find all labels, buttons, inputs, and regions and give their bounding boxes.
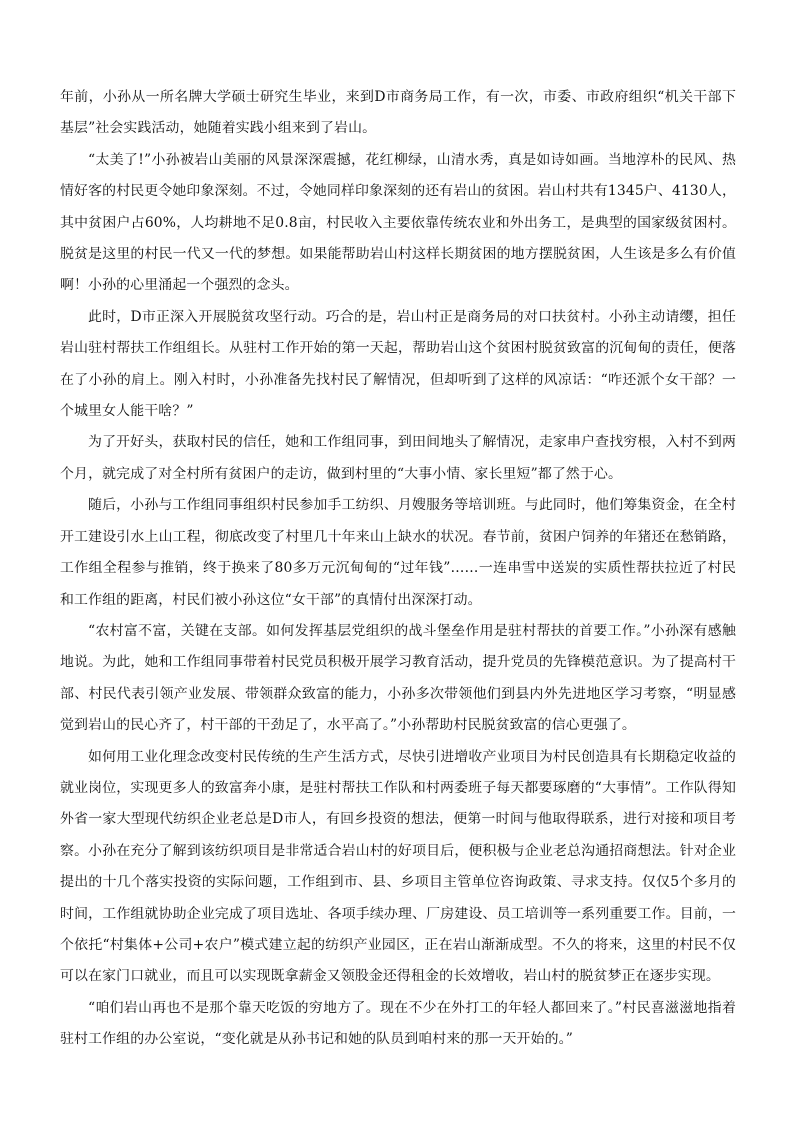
- paragraph-3: 此时，D市正深入开展脱贫攻坚行动。巧合的是，岩山村正是商务局的对口扶贫村。小孙主动请缨，担任岩山驻村帮扶工作组组长。从驻村工作开始的第一天起，帮助岩山这个贫困村脱贫致富的沉甸甸的责任，便落在了小孙的肩上。刚入村时，小孙准备先找村民了解情况，但却听到了这样的风凉话：“咋还派个女干部？一个城里女人能干啥？”: [60, 308, 736, 420]
- paragraph-2: “太美了!”小孙被岩山美丽的风景深深震撼，花红柳绿，山清水秀，真是如诗如画。当地淳朴的民风、热情好客的村民更令她印象深刻。不过，令她同样印象深刻的还有岩山的贫困。岩山村共有1345户、4130人，其中贫困户占60%，人均耕地不足0.8亩，村民收入主要依靠传统农业和外出务工，是典型的国家级贫困村。脱贫是这里的村民一代又一代的梦想。如果能帮助岩山村这样长期贫困的地方摆脱贫困，人生该是多么有价值啊！小孙的心里涌起一个强烈的念头。: [60, 151, 736, 294]
- paragraph-6: “农村富不富，关键在支部。如何发挥基层党组织的战斗堡垒作用是驻村帮扶的首要工作。”小孙深有感触地说。为此，她和工作组同事带着村民党员积极开展学习教育活动，提升党员的先锋模范意识。为了提高村干部、村民代表引领产业发展、带领群众致富的能力，小孙多次带领他们到县内外先进地区学习考察，“明显感觉到岩山的民心齐了，村干部的干劲足了，水平高了。”小孙帮助村民脱贫致富的信心更强了。: [60, 622, 736, 734]
- paragraph-4: 为了开好头，获取村民的信任，她和工作组同事，到田间地头了解情况，走家串户查找穷根，入村不到两个月，就完成了对全村所有贫困户的走访，做到村里的“大事小情、家长里短”都了然于心。: [60, 434, 736, 482]
- paragraph-8: “咱们岩山再也不是那个靠天吃饭的穷地方了。现在不少在外打工的年轻人都回来了。”村民喜滋滋地指着驻村工作组的办公室说，“变化就是从孙书记和她的队员到咱村来的那一天开始的。”: [60, 999, 736, 1048]
- paragraph-5: 随后，小孙与工作组同事组织村民参加手工纺织、月嫂服务等培训班。与此同时，他们筹集资金，在全村开工建设引水上山工程，彻底改变了村里几十年来山上缺水的状况。春节前，贫困户饲养的年猪还在愁销路，工作组全程参与推销，终于换来了80多万元沉甸甸的“过年钱”……一连串雪中送炭的实质性帮扶拉近了村民和工作组的距离，村民们被小孙这位“女干部”的真情付出深深打动。: [60, 497, 736, 608]
- article-body: [60, 82, 736, 1056]
- paragraph-1: 年前，小孙从一所名牌大学硕士研究生毕业，来到D市商务局工作，有一次，市委、市政府组织“机关干部下基层”社会实践活动，她随着实践小组来到了岩山。: [60, 89, 736, 137]
- paragraph-7: 如何用工业化理念改变村民传统的生产生活方式，尽快引进增收产业项目为村民创造具有长期稳定收益的就业岗位，实现更多人的致富奔小康，是驻村帮扶工作队和村两委班子每天都要琢磨的“大事情”。工作队得知外省一家大型现代纺织企业老总是D市人，有回乡投资的想法，便第一时间与他取得联系，进行对接和项目考察。小孙在充分了解到该纺织项目是非常适合岩山村的好项目后，便积极与企业老总沟通招商想法。针对企业提出的十几个落实投资的实际问题，工作组到市、县、乡项目主管单位咨询政策、寻求支持。仅仅5个多月的时间，工作组就协助企业完成了项目选址、各项手续办理、厂房建设、员工培训等一系列重要工作。目前，一个依托“村集体+公司+农户”模式建立起的纺织产业园区，正在岩山渐渐成型。不久的将来，这里的村民不仅可以在家门口就业，而且可以实现既拿薪金又领股金还得租金的长效增收，岩山村的脱贫梦正在逐步实现。: [60, 748, 736, 985]
